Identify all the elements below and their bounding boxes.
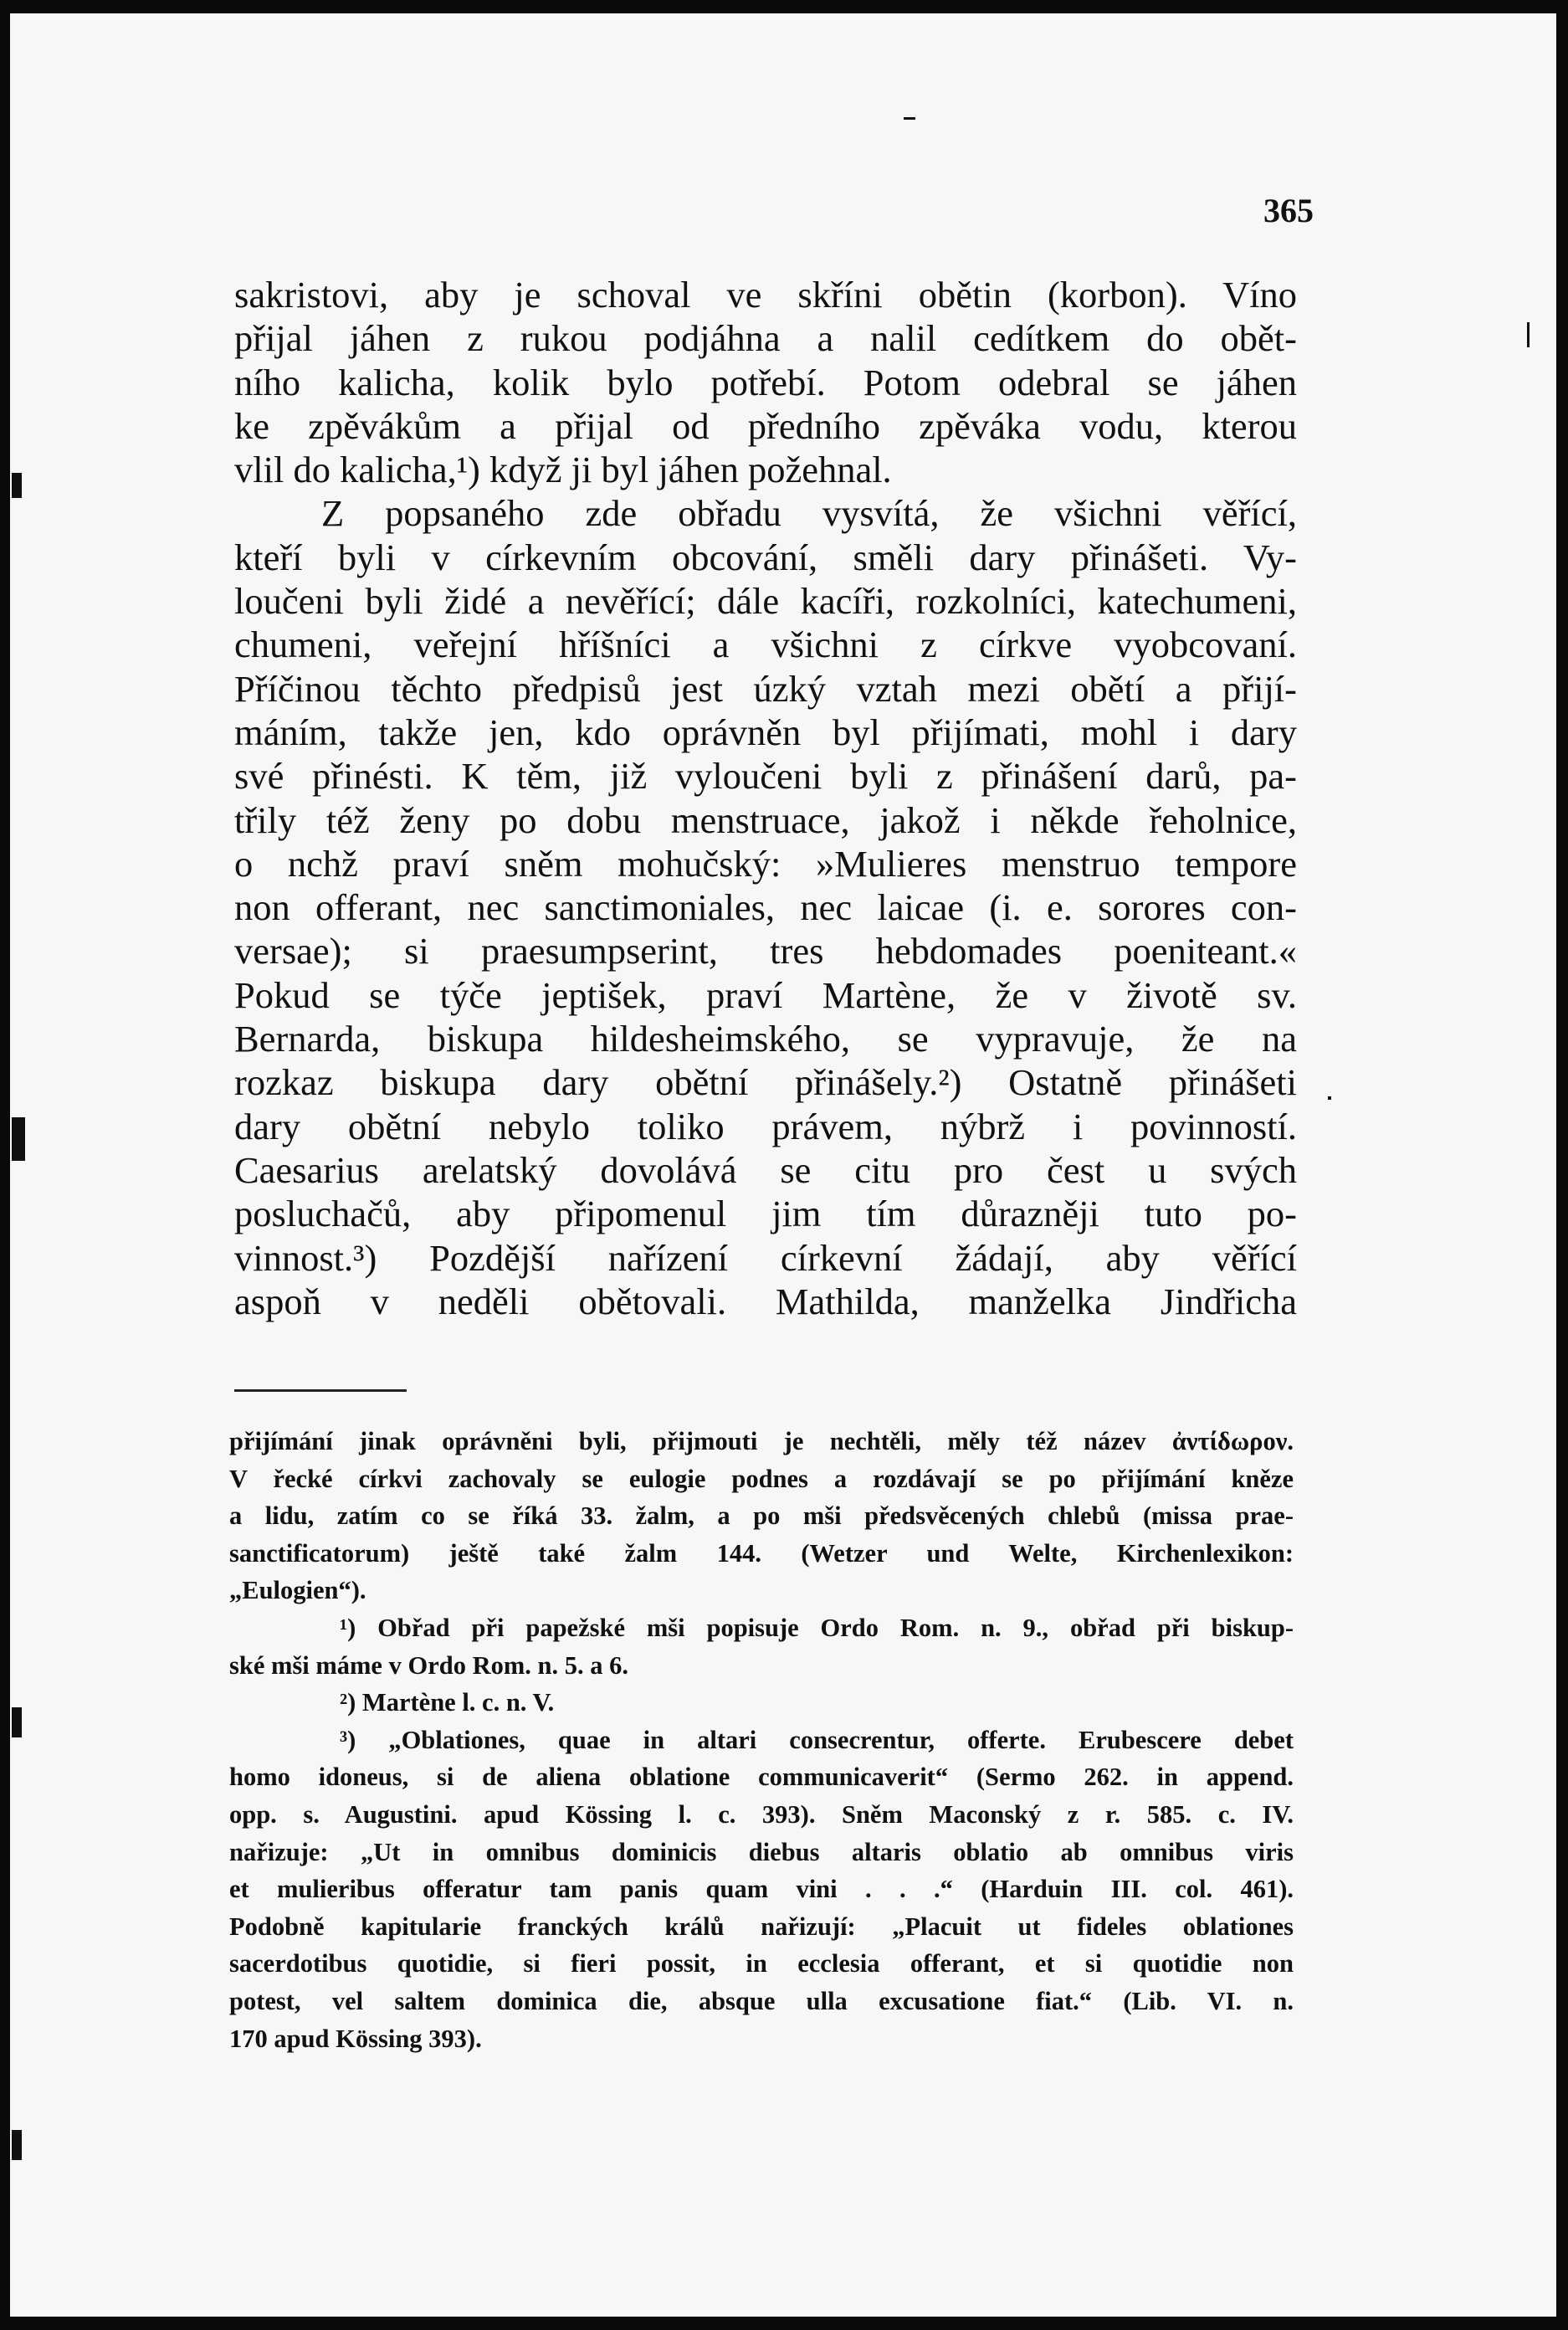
- footnote-line: ²) Martène l. c. n. V.: [340, 1688, 555, 1717]
- footnote-line: sacerdotibus quotidie, si fieri possit, in ecclesia offerant, et si quotidie non: [229, 1949, 1294, 1978]
- footnote-separator: [234, 1389, 407, 1392]
- footnote-line: přijímání jinak oprávněni byli, přijmouti je nechtěli, měly též název ἀντίδωρον.: [229, 1427, 1294, 1455]
- scan-border-left: [0, 0, 10, 2330]
- footnote-line: a lidu, zatím co se říká 33. žalm, a po mši předsvěcených chlebů (missa prae-: [229, 1501, 1294, 1531]
- scan-border-top: [0, 0, 1568, 13]
- footnote-line: et mulieribus offeratur tam panis quam vini . . .“ (Harduin III. col. 461).: [229, 1875, 1294, 1904]
- text-line: dary obětní nebylo toliko právem, nýbrž i povinností.: [234, 1105, 1297, 1147]
- footnote-3: [229, 1722, 1294, 2057]
- text-line: přijal jáhen z rukou podjáhna a nalil cedítkem do obět-: [234, 317, 1297, 360]
- footnote-line: nařizuje: „Ut in omnibus dominicis diebus altaris oblatio ab omnibus viris: [229, 1837, 1294, 1866]
- binding-mark: [12, 2130, 22, 2160]
- scan-speck: [1328, 1096, 1331, 1100]
- text-line: o nchž praví sněm mohučský: »Mulieres menstruo tempore: [234, 842, 1297, 885]
- footnote-line: sanctificatorum) ještě také žalm 144. (Wetzer und Welte, Kirchenlexikon:: [229, 1538, 1294, 1568]
- text-line: rozkaz biskupa dary obětní přinášely.²) Ostatně přinášeti: [234, 1061, 1297, 1104]
- footnote-line: opp. s. Augustini. apud Kössing l. c. 393). Sněm Maconský z r. 585. c. IV.: [229, 1799, 1294, 1829]
- body-text: [234, 273, 1297, 1323]
- footnote-line: ské mši máme v Ordo Rom. n. 5. a 6.: [229, 1650, 628, 1680]
- footnote-line: ³) „Oblationes, quae in altari consecrentur, offerte. Erubescere debet: [340, 1725, 1294, 1754]
- binding-mark: [12, 473, 22, 498]
- text-line: Z popsaného zde obřadu vysvítá, že všichni věřící,: [321, 492, 1297, 535]
- text-line: aspoň v neděli obětovali. Mathilda, manželka Jindřicha: [234, 1280, 1297, 1322]
- footnote-line: „Eulogien“).: [229, 1576, 366, 1605]
- text-line: máním, takže jen, kdo oprávněn byl přijímati, mohl i dary: [234, 711, 1297, 753]
- text-line: Pokud se týče jeptišek, praví Martène, že v životě sv.: [234, 973, 1297, 1016]
- binding-mark: [12, 1707, 22, 1737]
- text-line: vinnost.³) Pozdější nařízení církevní žádají, aby věřící: [234, 1236, 1297, 1279]
- footnote-2: [229, 1684, 1294, 1722]
- scan-speck: [1527, 322, 1530, 347]
- text-line: non offerant, nec sanctimoniales, nec laicae (i. e. sorores con-: [234, 886, 1297, 929]
- text-line: chumeni, veřejní hříšníci a všichni z církve vyobcovaní.: [234, 624, 1297, 666]
- text-line: ního kalicha, kolik bylo potřebí. Potom odebral se jáhen: [234, 361, 1297, 403]
- footnote-line: 170 apud Kössing 393).: [229, 2024, 482, 2053]
- footnote-line: homo idoneus, si de aliena oblatione communicaverit“ (Sermo 262. in append.: [229, 1763, 1294, 1792]
- footnotes: [229, 1423, 1294, 2057]
- scan-border-bottom: [0, 2317, 1568, 2330]
- text-line: posluchačů, aby připomenul jim tím důrazněji tuto po-: [234, 1193, 1297, 1235]
- footnote-line: potest, vel saltem dominica die, absque ulla excusatione fiat.“ (Lib. VI. n.: [229, 1986, 1294, 2015]
- text-line: sakristovi, aby je schoval ve skříni obětin (korbon). Víno: [234, 274, 1297, 316]
- text-line: versae); si praesumpserint, tres hebdomades poeniteant.«: [234, 930, 1297, 973]
- text-line: vlil do kalicha,¹) když ji byl jáhen požehnal.: [234, 449, 892, 491]
- scan-border-right: [1556, 0, 1568, 2330]
- text-line: ke zpěvákům a přijal od předního zpěváka vodu, kterou: [234, 404, 1297, 447]
- footnote-1: [229, 1609, 1294, 1684]
- text-line: Caesarius arelatský dovolává se citu pro čest u svých: [234, 1148, 1297, 1191]
- footnote-line: Podobně kapitularie franckých králů nařizují: „Placuit ut fideles oblationes: [229, 1912, 1294, 1941]
- text-line: Příčinou těchto předpisů jest úzký vztah mezi obětí a přijí-: [234, 667, 1297, 710]
- page-number: 365: [1263, 192, 1314, 229]
- text-line: Bernarda, biskupa hildesheimského, se vypravuje, že na: [234, 1018, 1297, 1060]
- text-line: třily též ženy po dobu menstruace, jakož i někde řeholnice,: [234, 798, 1297, 841]
- text-line: loučeni byli židé a nevěřící; dále kacíři, rozkolníci, katechumeni,: [234, 580, 1297, 623]
- binding-mark: [12, 1117, 25, 1161]
- footnote-continuation: [229, 1423, 1294, 1609]
- footnote-line: ¹) Obřad při papežské mši popisuje Ordo Rom. n. 9., obřad při biskup-: [340, 1613, 1294, 1642]
- text-line: své přinésti. K těm, již vyloučeni byli z přinášení darů, pa-: [234, 755, 1297, 798]
- text-line: kteří byli v církevním obcování, směli dary přinášeti. Vy-: [234, 536, 1297, 578]
- footnote-line: V řecké církvi zachovaly se eulogie podnes a rozdávají se po přijímání kněze: [229, 1464, 1294, 1493]
- scan-speck: [904, 117, 915, 120]
